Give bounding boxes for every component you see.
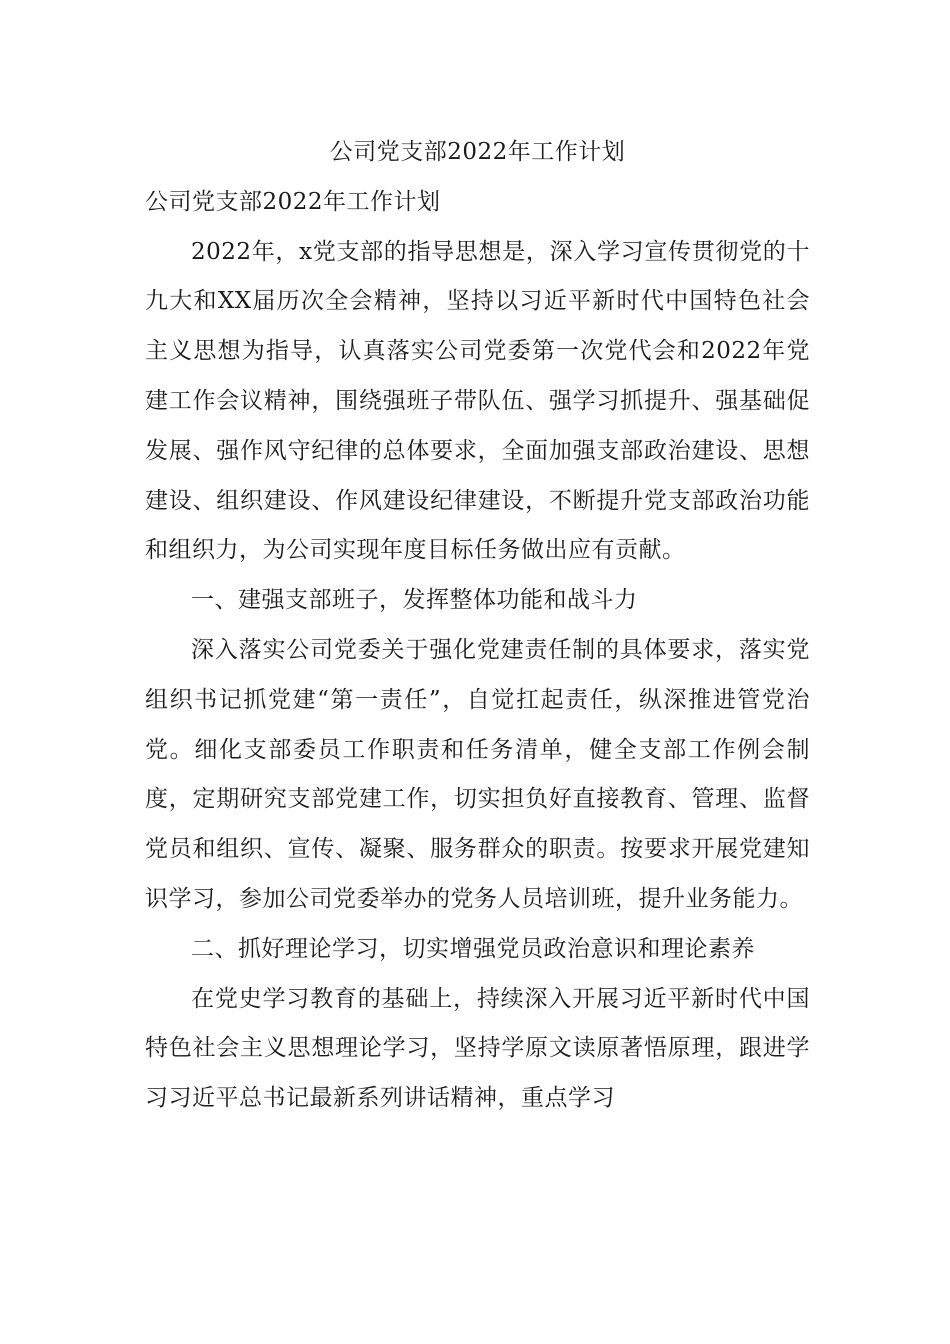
document-subtitle: 公司党支部2022年工作计划 bbox=[145, 188, 441, 215]
document-title: 公司党支部2022年工作计划 bbox=[329, 139, 626, 165]
document-body bbox=[145, 128, 810, 1124]
section-1-body: 深入落实公司党委关于强化党建责任制的具体要求，落实党组织书记抓党建“第一责任”，自觉扛起责任，纵深推进管党治党。细化支部委员工作职责和任务清单，健全支部工作例会制度，定期研究支部党建工作，切实担负好直接教育、管理、监督党员和组织、宣传、凝聚、服务群众的职责。按要求开展党建知识学习，参加公司党委举办的党务人员培训班，提升业务能力。 bbox=[145, 636, 810, 912]
section-2-heading: 二、抓好理论学习，切实增强党员政治意识和理论素养 bbox=[191, 935, 755, 962]
intro-paragraph: 2022年，x党支部的指导思想是，深入学习宣传贯彻党的十九大和XX届历次全会精神，坚持以习近平新时代中国特色社会主义思想为指导，认真落实公司党委第一次党代会和2022年党建工作会议精神，围绕强班子带队伍、强学习抓提升、强基础促发展、强作风守纪律的总体要求，全面加强支部政治建设、思想建设、组织建设、作风建设纪律建设，不断提升党支部政治功能和组织力，为公司实现年度目标任务做出应有贡献。 bbox=[145, 238, 810, 564]
section-1-heading: 一、建强支部班子，发挥整体功能和战斗力 bbox=[191, 587, 638, 614]
section-2-body: 在党史学习教育的基础上，持续深入开展习近平新时代中国特色社会主义思想理论学习，坚持学原文读原著悟原理，跟进学习习近平总书记最新系列讲话精神，重点学习 bbox=[145, 985, 810, 1112]
